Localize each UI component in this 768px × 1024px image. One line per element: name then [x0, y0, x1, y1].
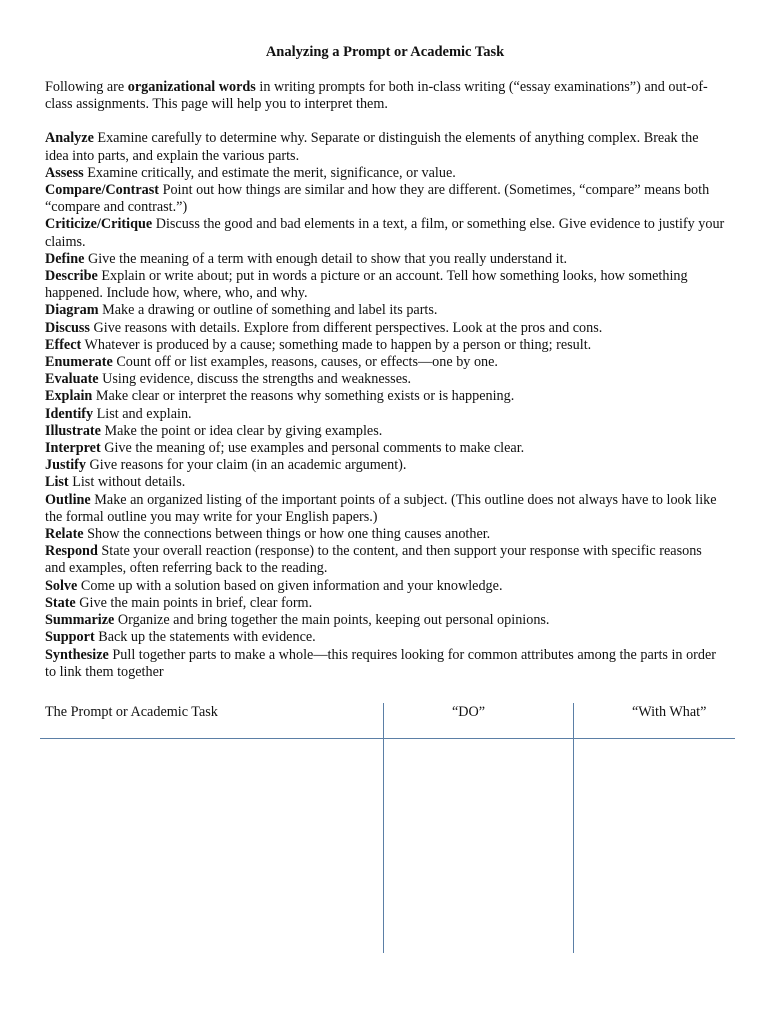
- term-definition: Come up with a solution based on given information and your knowledge.: [77, 577, 503, 594]
- term-definition: Make an organized listing of the important points of a subject. (This outline does not always have to look like the formal outline you may write for your English papers.): [45, 491, 717, 525]
- table-divider-right: [573, 703, 574, 953]
- term-word: Solve: [45, 577, 78, 594]
- term-word: Relate: [45, 526, 84, 543]
- term-entry: [45, 526, 725, 543]
- term-definition: Give reasons for your claim (in an academic argument).: [86, 457, 407, 474]
- term-entry: [45, 647, 725, 681]
- term-definition: Examine carefully to determine why. Separate or distinguish the elements of anything complex. Break the idea into parts, and explain the various parts.: [45, 130, 699, 164]
- term-word: State: [45, 594, 76, 611]
- table-header-rule: [40, 738, 735, 739]
- term-word: Define: [45, 250, 85, 267]
- term-word: Outline: [45, 491, 91, 508]
- term-entry: [45, 388, 725, 405]
- term-word: Summarize: [45, 612, 115, 629]
- term-definition: Point out how things are similar and how they are different. (Sometimes, “compare” means both “compare and contrast.”): [45, 182, 710, 216]
- term-definition: Explain or write about; put in words a picture or an account. Tell how something looks, how something happened. Include how, where, who, and why.: [45, 268, 688, 302]
- term-word: List: [45, 474, 69, 491]
- term-definition: Make a drawing or outline of something and label its parts.: [98, 302, 438, 319]
- term-word: Assess: [45, 164, 84, 181]
- term-definition: Examine critically, and estimate the merit, significance, or value.: [83, 164, 456, 181]
- table-header-do: “DO”: [452, 704, 486, 720]
- intro-text-start: Following are: [45, 79, 128, 95]
- term-definition: Give the main points in brief, clear form.: [75, 594, 313, 611]
- intro-paragraph: [45, 79, 725, 113]
- intro-text-end: in writing prompts for both in-class writing (“essay examinations”) and out-of-class assignments. This page will help you to interpret them.: [45, 79, 708, 113]
- term-definition: Organize and bring together the main points, keeping out personal opinions.: [114, 612, 550, 629]
- term-word: Respond: [45, 543, 98, 560]
- term-entry: [45, 371, 725, 388]
- term-definition: Using evidence, discuss the strengths and weaknesses.: [98, 371, 412, 388]
- term-definition: Pull together parts to make a whole—this requires looking for common attributes among the parts in order to link them together: [45, 646, 717, 680]
- term-definition: Count off or list examples, reasons, causes, or effects—one by one.: [112, 354, 498, 371]
- term-entry: [45, 595, 725, 612]
- document-page: [45, 44, 725, 681]
- term-word: Evaluate: [45, 371, 99, 388]
- term-definition: Make the point or idea clear by giving examples.: [100, 422, 383, 439]
- term-word: Support: [45, 629, 95, 646]
- term-definition: Give reasons with details. Explore from different perspectives. Look at the pros and cons.: [89, 319, 603, 336]
- term-entry: [45, 492, 725, 526]
- term-entry: [45, 130, 725, 164]
- term-entry: [45, 354, 725, 371]
- term-word: Illustrate: [45, 422, 101, 439]
- term-definition: List without details.: [68, 474, 186, 491]
- page-title: Analyzing a Prompt or Academic Task: [265, 44, 505, 60]
- term-word: Explain: [45, 388, 93, 405]
- term-definition: Discuss the good and bad elements in a text, a film, or something else. Give evidence to justify your claims.: [45, 216, 725, 250]
- term-definition: Whatever is produced by a cause; something made to happen by a person or thing; result.: [81, 336, 592, 353]
- term-entry: [45, 629, 725, 646]
- terms-list: [45, 130, 725, 681]
- term-word: Compare/Contrast: [45, 182, 160, 199]
- term-entry: [45, 612, 725, 629]
- term-definition: Give the meaning of a term with enough detail to show that you really understand it.: [84, 250, 568, 267]
- term-entry: [45, 457, 725, 474]
- term-word: Effect: [45, 336, 82, 353]
- term-entry: [45, 578, 725, 595]
- term-word: Synthesize: [45, 646, 109, 663]
- term-definition: Make clear or interpret the reasons why something exists or is happening.: [92, 388, 515, 405]
- term-entry: [45, 320, 725, 337]
- term-entry: [45, 543, 725, 577]
- worksheet-table: [0, 704, 768, 724]
- term-entry: [45, 474, 725, 491]
- term-entry: [45, 182, 725, 216]
- term-entry: [45, 406, 725, 423]
- term-entry: [45, 165, 725, 182]
- term-entry: [45, 302, 725, 319]
- term-definition: Back up the statements with evidence.: [94, 629, 316, 646]
- term-definition: State your overall reaction (response) to the content, and then support your response with specific reasons and examples, often referring back to the reading.: [45, 543, 702, 577]
- term-word: Describe: [45, 268, 98, 285]
- term-word: Interpret: [45, 440, 101, 457]
- intro-bold-phrase: organizational words: [127, 79, 256, 95]
- term-word: Diagram: [45, 302, 99, 319]
- term-entry: [45, 251, 725, 268]
- term-entry: [45, 423, 725, 440]
- term-word: Discuss: [45, 319, 90, 336]
- term-entry: [45, 440, 725, 457]
- term-word: Criticize/Critique: [45, 216, 153, 233]
- term-entry: [45, 337, 725, 354]
- term-definition: List and explain.: [93, 405, 192, 422]
- table-divider-left: [383, 703, 384, 953]
- term-entry: [45, 268, 725, 302]
- term-definition: Give the meaning of; use examples and personal comments to make clear.: [100, 440, 525, 457]
- term-definition: Show the connections between things or how one thing causes another.: [83, 526, 491, 543]
- term-entry: [45, 216, 725, 250]
- table-header-prompt: The Prompt or Academic Task: [45, 704, 218, 720]
- term-word: Justify: [45, 457, 86, 474]
- term-word: Analyze: [45, 130, 94, 147]
- term-word: Enumerate: [45, 354, 113, 371]
- term-word: Identify: [45, 405, 94, 422]
- table-header-with-what: “With What”: [632, 704, 707, 720]
